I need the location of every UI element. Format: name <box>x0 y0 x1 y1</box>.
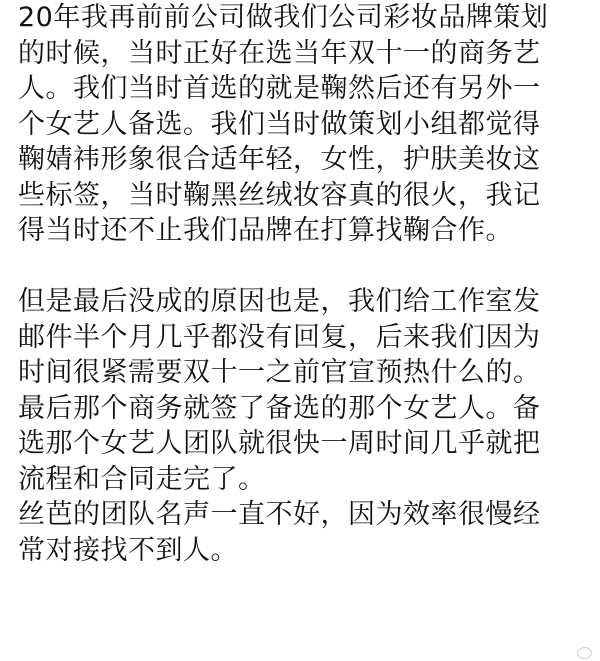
text-line: 常对接找不到人。 <box>18 534 238 566</box>
text-line: 最后那个商务就签了备选的那个女艺人。备 <box>18 392 541 424</box>
weibo-logo-icon <box>577 647 592 659</box>
text-line: 时间很紧需要双十一之前官宣预热什么的。 <box>18 357 541 388</box>
text-line: 选那个女艺人团队就很快一周时间几乎就把 <box>18 428 541 459</box>
text-line: 20年我再前前公司做我们公司彩妆品牌策划 <box>18 2 549 33</box>
paragraph-gap <box>18 249 584 285</box>
text-line: 得当时还不止我们品牌在打算找鞠合作。 <box>18 215 513 246</box>
text-line: 鞠婧祎形象很合适年轻，女性，护肤美妆这 <box>18 144 541 175</box>
paragraph-2 <box>18 284 584 568</box>
text-line: 人。我们当时首选的就是鞠然后还有另外一 <box>18 73 541 104</box>
paragraph-1 <box>18 0 584 249</box>
watermark <box>577 647 592 659</box>
text-line: 邮件半个月几乎都没有回复，后来我们因为 <box>18 321 541 353</box>
text-line: 些标签，当时鞠黑丝绒妆容真的很火，我记 <box>18 179 541 211</box>
post-text <box>18 0 584 568</box>
text-line: 的时候，当时正好在选当年双十一的商务艺 <box>18 37 541 69</box>
text-line: 丝芭的团队名声一直不好，因为效率很慢经 <box>18 499 541 530</box>
text-line: 但是最后没成的原因也是，我们给工作室发 <box>18 286 541 317</box>
text-line: 个女艺人备选。我们当时做策划小组都觉得 <box>18 108 541 140</box>
text-line: 流程和合同走完了。 <box>18 463 266 495</box>
